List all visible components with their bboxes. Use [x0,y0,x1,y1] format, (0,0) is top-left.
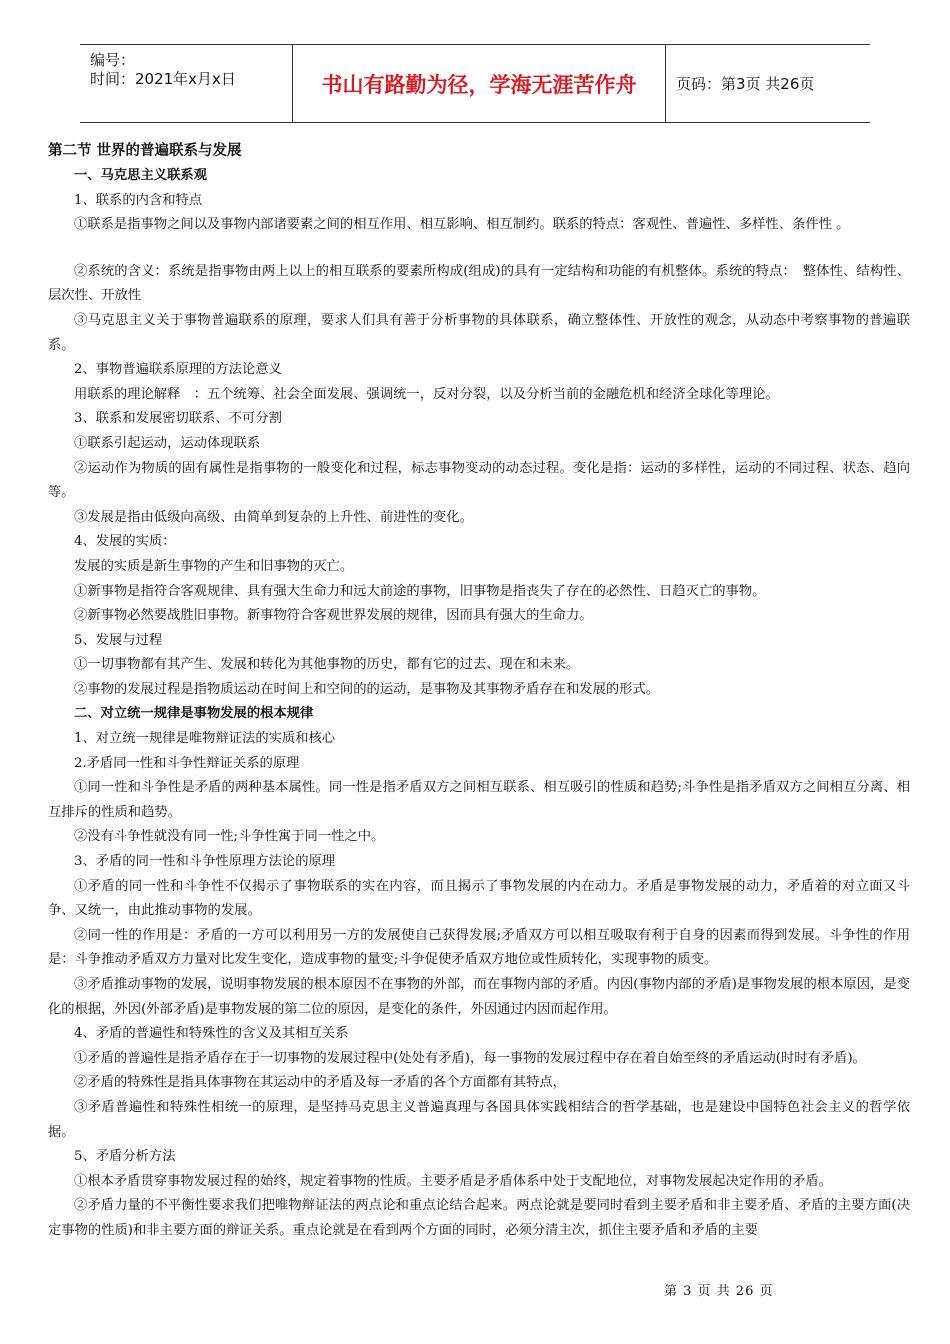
paragraph: 发展的实质是新生事物的产生和旧事物的灭亡。 [74,558,354,574]
section-title: 第二节 世界的普遍联系与发展 [48,143,242,159]
paragraph: ②没有斗争性就没有同一性;斗争性寓于同一性之中。 [74,829,385,845]
paragraph: ②系统的含义：系统是指事物由两上以上的相互联系的要素所构成(组成)的具有一定结构和功能的有机整体。系统的特点： 整体性、结构性、层次性、开放性 [48,263,910,304]
subheading: 2.矛盾同一性和斗争性辩证关系的原理 [74,755,300,771]
paragraph: ①一切事物都有其产生、发展和转化为其他事物的历史，都有它的过去、现在和未来。 [74,657,580,673]
subheading: 4、发展的实质： [74,534,176,550]
subheading: 5、发展与过程 [74,632,163,648]
paragraph: ②运动作为物质的固有属性是指事物的一般变化和过程，标志事物变动的动态过程。变化是指：运动的多样性，运动的不同过程、状态、趋向等。 [48,460,910,501]
paragraph: ①新事物是指符合客观规律、具有强大生命力和远大前途的事物，旧事物是指丧失了存在的必然性、日趋灭亡的事物。 [74,583,766,599]
paragraph: ③矛盾普遍性和特殊性相统一的原理，是坚持马克思主义普遍真理与各国具体实践相结合的哲学基础，也是建设中国特色社会主义的哲学依据。 [48,1099,910,1140]
subheading: 2、事物普遍联系原理的方法论意义 [74,362,282,378]
heading-2: 二、对立统一规律是事物发展的根本规律 [74,706,314,722]
paragraph: ①联系引起运动，运动体现联系 [74,435,261,451]
paragraph: ②事物的发展过程是指物质运动在时间上和空间的的运动，是事物及其事物矛盾存在和发展的形式。 [74,681,660,697]
heading-1: 一、马克思主义联系观 [74,168,207,183]
paragraph: ①联系是指事物之间以及事物内部诸要素之间的相互作用、相互影响、相互制约。联系的特点：客观性、普遍性、多样性、条件性 。 [74,217,850,233]
paragraph: ②新事物必然要战胜旧事物。新事物符合客观世界发展的规律，因而具有强大的生命力。 [74,608,593,624]
date-label: 时间：2021年x月x日 [90,70,236,88]
header-motto: 书山有路勤为径，学海无涯苦作舟 [293,45,666,122]
paragraph: ②同一性的作用是：矛盾的一方可以利用另一方的发展使自己获得发展;矛盾双方可以相互吸取有利于自身的因素而得到发展。斗争性的作用是：斗争推动矛盾双方力量对比发生变化，造成事物的量变;斗争促使矛盾双方地位或性质转化，实现事物的质变。 [48,927,910,968]
page-header [80,44,870,123]
subheading: 5、矛盾分析方法 [74,1149,176,1165]
page-footer: 第 3 页 共 26 页 [664,1284,774,1299]
paragraph: 用联系的理论解释 ：五个统筹、社会全面发展、强调统一，反对分裂，以及分析当前的金融危机和经济全球化等理论。 [74,386,779,402]
subheading: 4、矛盾的普遍性和特殊性的含义及其相互关系 [74,1026,349,1042]
serial-number-label: 编号： [90,51,136,69]
subheading: 1、联系的内含和特点 [74,192,203,208]
paragraph: ③发展是指由低级向高级、由简单到复杂的上升性、前进性的变化。 [74,509,473,525]
paragraph: ①矛盾的同一性和斗争性不仅揭示了事物联系的实在内容，而且揭示了事物发展的内在动力。矛盾是事物发展的动力，矛盾着的对立面又斗争、又统一，由此推动事物的发展。 [48,878,910,919]
paragraph: ③矛盾推动事物的发展，说明事物发展的根本原因不在事物的外部，而在事物内部的矛盾。内因(事物内部的矛盾)是事物发展的根本原因，是变化的根据，外因(外部矛盾)是事物发展的第二位的原因，是变化的条件，外因通过内因而起作用。 [48,977,910,1017]
subheading: 1、对立统一规律是唯物辩证法的实质和核心 [74,731,336,747]
paragraph: ①矛盾的普遍性是指矛盾存在于一切事物的发展过程中(处处有矛盾)，每一事物的发展过程中存在着自始至终的矛盾运动(时时有矛盾)。 [74,1050,866,1066]
header-page-info: 页码：第3页 共26页 [676,75,815,93]
document-body [48,138,910,1244]
paragraph: ②矛盾力量的不平衡性要求我们把唯物辩证法的两点论和重点论结合起来。两点论就是要同时看到主要矛盾和非主要矛盾、矛盾的主要方面(决定事物的性质)和非主要方面的辩证关系。重点论就是在看到两个方面的同时，必须分清主次，抓住主要矛盾和矛盾的主要 [48,1198,910,1238]
header-meta [80,45,293,122]
paragraph: ③马克思主义关于事物普遍联系的原理，要求人们具有善于分析事物的具体联系，确立整体性、开放性的观念，从动态中考察事物的普遍联系。 [48,312,910,353]
blank-line [48,238,910,260]
subheading: 3、矛盾的同一性和斗争性原理方法论的原理 [74,854,336,870]
paragraph: ①同一性和斗争性是矛盾的两种基本属性。同一性是指矛盾双方之间相互联系、相互吸引的性质和趋势;斗争性是指矛盾双方之间相互分离、相互排斥的性质和趋势。 [48,780,910,820]
subheading: 3、联系和发展密切联系、不可分割 [74,411,282,427]
paragraph: ①根本矛盾贯穿事物发展过程的始终，规定着事物的性质。主要矛盾是矛盾体系中处于支配地位，对事物发展起决定作用的矛盾。 [74,1173,832,1189]
paragraph: ②矛盾的特殊性是指具体事物在其运动中的矛盾及每一矛盾的各个方面都有其特点， [74,1075,566,1091]
